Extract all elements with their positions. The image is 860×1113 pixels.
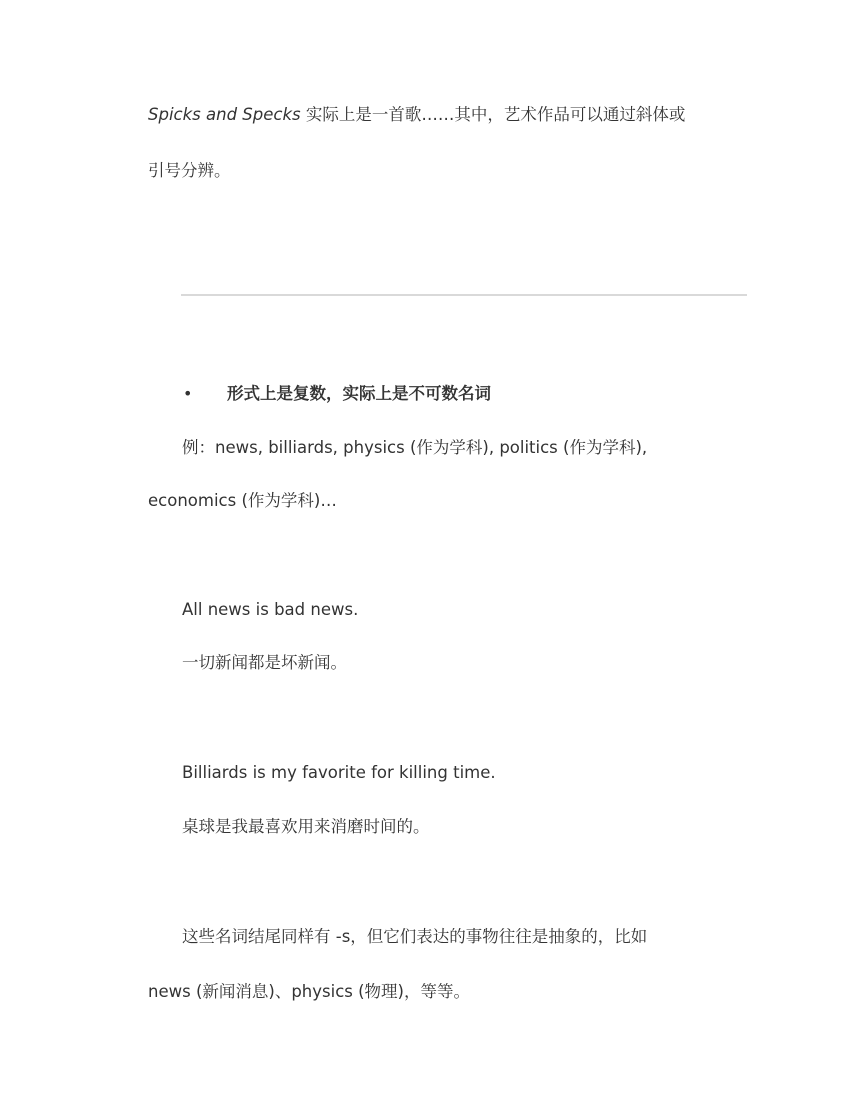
intro-line-1 — [148, 104, 685, 126]
bullet-icon: • — [183, 384, 193, 403]
song-title: Spicks and Specks — [148, 105, 301, 124]
example-sentence-chinese: 桌球是我最喜欢用来消磨时间的。 — [182, 817, 430, 836]
example-sentence-english: All news is bad news. — [182, 600, 359, 619]
example-sentence-chinese: 一切新闻都是坏新闻。 — [182, 653, 347, 672]
example-list-line-2: economics (作为学科)… — [148, 491, 337, 510]
example-sentence-english: Billiards is my favorite for killing time. — [182, 763, 496, 782]
intro-line-1-text: 实际上是一首歌……其中，艺术作品可以通过斜体或 — [300, 105, 686, 124]
note-line-1: 这些名词结尾同样有 -s，但它们表达的事物往往是抽象的，比如 — [182, 927, 648, 946]
note-line-2: news (新闻消息)、physics (物理)，等等。 — [148, 982, 470, 1001]
section-heading: 形式上是复数，实际上是不可数名词 — [227, 384, 491, 403]
intro-line-2: 引号分辨。 — [148, 161, 231, 180]
example-list-line-1: 例：news, billiards, physics (作为学科), politics (作为学科), — [182, 438, 648, 457]
section-divider — [181, 294, 747, 296]
